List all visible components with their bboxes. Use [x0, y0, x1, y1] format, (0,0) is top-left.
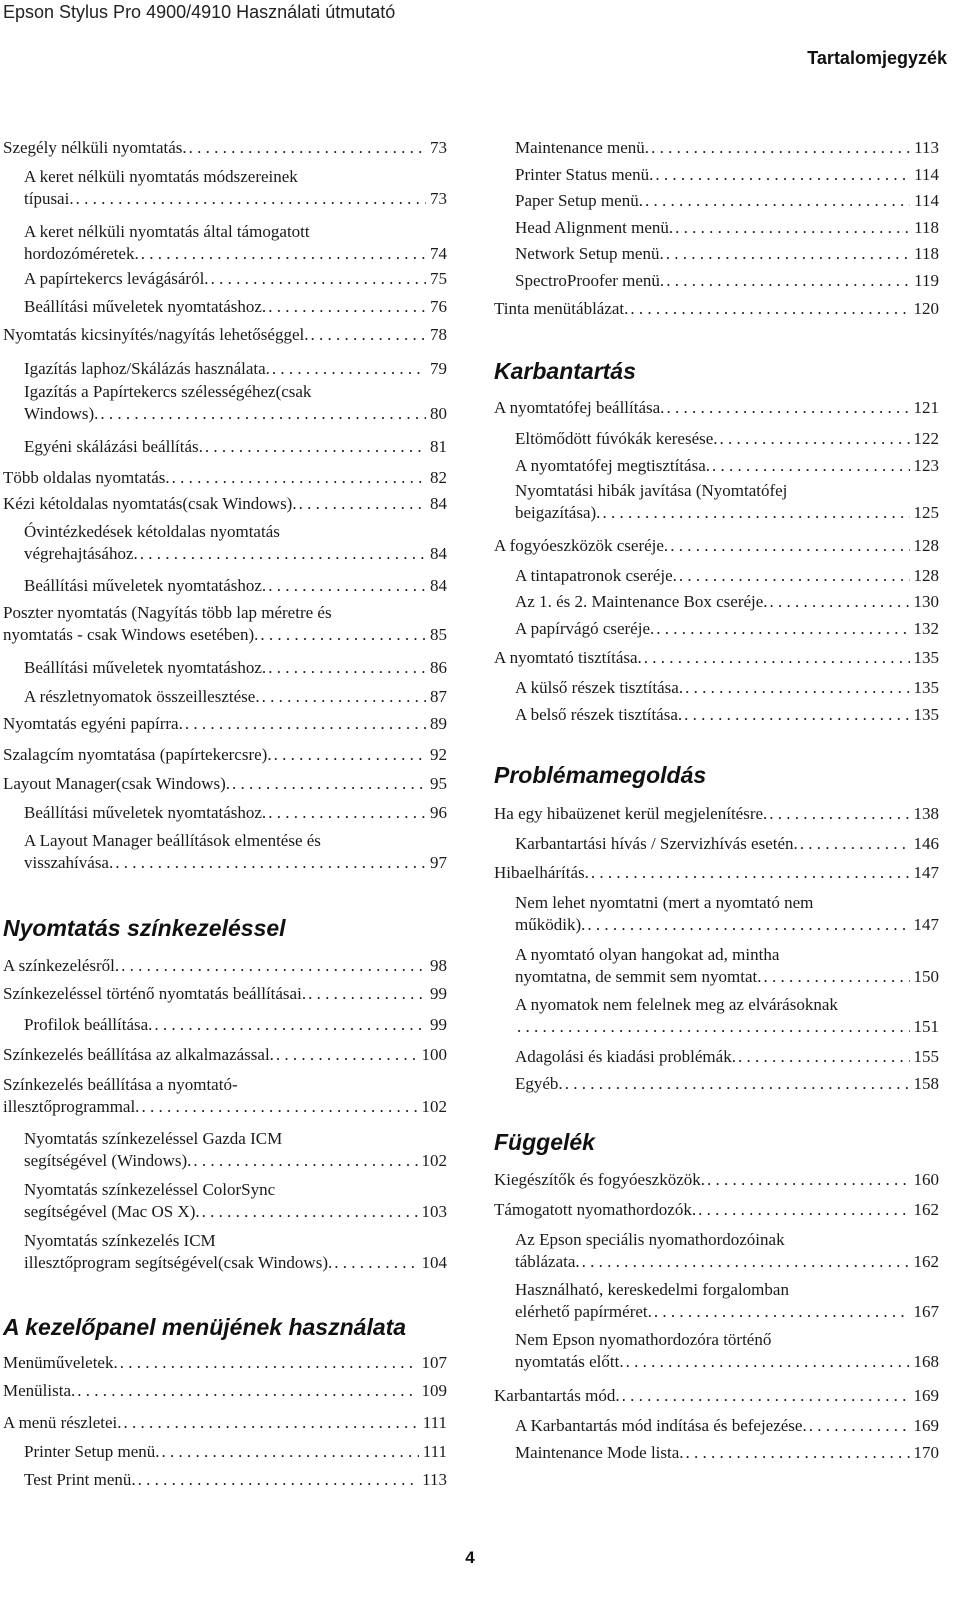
toc-entry[interactable]: [3, 1044, 447, 1066]
toc-entry-title-line: Színkezelés beállítása a nyomtató-: [3, 1075, 238, 1094]
toc-subentry[interactable]: [515, 1415, 939, 1437]
dot-leader: [620, 1385, 910, 1407]
toc-subentry[interactable]: [515, 428, 939, 450]
toc-entry[interactable]: [494, 535, 939, 557]
dot-leader: [203, 436, 426, 458]
toc-subentry[interactable]: [515, 480, 939, 524]
toc-page-number: 87: [430, 687, 447, 706]
toc-entry-title-line: Layout Manager(csak Windows).: [3, 774, 231, 793]
toc-page-number: 84: [430, 494, 447, 513]
dot-leader: [266, 802, 426, 824]
toc-page-number: 114: [914, 165, 939, 184]
toc-page-number: 84: [430, 576, 447, 595]
toc-entry-title-line: A keret nélküli nyomtatás módszereinek: [24, 167, 298, 186]
dot-leader: [798, 833, 910, 855]
toc-entry-title-line: Több oldalas nyomtatás.: [3, 468, 170, 487]
toc-entry-title-line: Poszter nyomtatás (Nagyítás több lap méretre és: [3, 603, 332, 622]
toc-entry-title-line: Kézi kétoldalas nyomtatás(csak Windows).: [3, 494, 297, 513]
toc-page-number: 86: [430, 658, 447, 677]
toc-entry[interactable]: [3, 493, 447, 515]
toc-entry[interactable]: [3, 1074, 447, 1118]
toc-entry-title-line: Beállítási műveletek nyomtatáshoz.: [24, 576, 267, 595]
toc-entry-title-line: Igazítás a Papírtekercs szélességéhez(csak: [24, 382, 312, 401]
toc-entry-title-line: Igazítás laphoz/Skálázás használata.: [24, 359, 270, 378]
toc-section-heading: Problémamegoldás: [494, 762, 707, 788]
toc-entry-title-line: SpectroProofer menü.: [515, 271, 665, 290]
toc-subentry[interactable]: [515, 455, 939, 477]
toc-subentry[interactable]: [515, 833, 939, 855]
dot-leader: [308, 324, 426, 346]
toc-subentry[interactable]: [24, 521, 447, 565]
dot-leader: [139, 243, 426, 265]
toc-page-number: 155: [913, 1047, 939, 1066]
toc-page-number: 120: [913, 299, 939, 318]
dot-leader: [274, 1044, 418, 1066]
toc-subentry[interactable]: [24, 436, 447, 458]
toc-subentry[interactable]: [24, 575, 447, 597]
toc-page-number: 121: [913, 398, 939, 417]
dot-leader: [183, 713, 426, 735]
toc-subentry[interactable]: [515, 565, 939, 587]
dot-leader: [138, 543, 426, 565]
dot-leader: [119, 955, 426, 977]
toc-page-number: 103: [421, 1202, 447, 1221]
dot-leader: [75, 1380, 417, 1402]
toc-entry-title-line: Maintenance Mode lista.: [515, 1443, 684, 1462]
toc-entry[interactable]: [3, 713, 447, 735]
toc-page-number: 76: [430, 297, 447, 316]
dot-leader: [677, 565, 910, 587]
toc-page-number: 111: [422, 1442, 447, 1461]
toc-subentry[interactable]: [515, 217, 939, 239]
toc-entry-title-line: A nyomtató olyan hangokat ad, mintha: [515, 945, 780, 964]
toc-subentry[interactable]: [24, 830, 447, 874]
toc-entry-title-line: A keret nélküli nyomtatás által támogatott: [24, 222, 310, 241]
toc-entry-title-line: táblázata.: [515, 1252, 580, 1271]
toc-page-number: 79: [430, 359, 447, 378]
toc-subentry[interactable]: [515, 137, 939, 159]
toc-page-number: 135: [913, 648, 939, 667]
toc-entry-title-line: Nyomtatás színkezeléssel Gazda ICM: [24, 1129, 283, 1148]
toc-entry[interactable]: [494, 862, 939, 884]
toc-page-number: 119: [914, 271, 939, 290]
toc-entry-title-line: Eltömődött fúvókák keresése.: [515, 429, 718, 448]
toc-entry-title-line: Maintenance menü.: [515, 138, 650, 157]
dot-leader: [136, 1469, 418, 1491]
toc-entry-title-line: Használható, kereskedelmi forgalomban: [515, 1280, 789, 1299]
toc-page-number: 85: [430, 625, 447, 644]
toc-entry[interactable]: [494, 1385, 939, 1407]
dot-leader: [74, 188, 426, 210]
toc-page-number: 84: [430, 544, 447, 563]
toc-page-number: 95: [430, 774, 447, 793]
dot-leader: [664, 243, 910, 265]
toc-section-heading: A kezelőpanel menüjének használata: [3, 1314, 407, 1340]
toc-entry[interactable]: [3, 324, 447, 346]
toc-entry-title-line: Test Print menü.: [24, 1470, 136, 1489]
toc-page-number: 113: [914, 138, 939, 157]
toc-entry-title-line: Nyomtatás színkezeléssel ColorSync: [24, 1180, 276, 1199]
toc-subentry[interactable]: [24, 358, 447, 380]
toc-page-number: 97: [430, 853, 447, 872]
toc-subentry[interactable]: [24, 296, 447, 318]
toc-entry-title-line: Nyomtatás egyéni papírra.: [3, 714, 183, 733]
dot-leader: [139, 1096, 417, 1118]
toc-subentry[interactable]: [515, 1073, 939, 1095]
toc-subentry[interactable]: [24, 1179, 447, 1223]
toc-page-number: 168: [913, 1352, 939, 1371]
toc-subentry[interactable]: [515, 164, 939, 186]
toc-subentry[interactable]: [515, 677, 939, 699]
toc-entry-title-line: A Karbantartás mód indítása és befejezése.: [515, 1416, 807, 1435]
toc-entry-title-line: Nyomtatás kicsinyítés/nagyítás lehetőséggel.: [3, 325, 309, 344]
dot-leader: [624, 1351, 910, 1373]
toc-page-number: 89: [430, 714, 447, 733]
toc-page-number: 147: [913, 863, 939, 882]
toc-entry[interactable]: [3, 983, 447, 1005]
toc-page-number: 169: [913, 1416, 939, 1435]
toc-entry[interactable]: [494, 647, 939, 669]
toc-entry-title-line: hordozóméretek.: [24, 244, 139, 263]
toc-entry-title-line: A tintapatronok cseréje.: [515, 566, 677, 585]
dot-leader: [332, 1252, 417, 1274]
toc-entry[interactable]: [494, 298, 939, 320]
toc-entry-title-line: Színkezelés beállítása az alkalmazással.: [3, 1045, 274, 1064]
dot-leader: [768, 591, 910, 613]
toc-entry-title-line: Karbantartási hívás / Szervizhívás esetén.: [515, 834, 798, 853]
toc-entry-title-line: Tinta menütáblázat.: [494, 299, 629, 318]
toc-entry[interactable]: [3, 1380, 447, 1402]
toc-entry-title-line: Az Epson speciális nyomathordozóinak: [515, 1230, 785, 1249]
toc-entry-title-line: A papírvágó cseréje.: [515, 619, 655, 638]
dot-leader: [718, 428, 910, 450]
toc-entry-title-line: A papírtekercs levágásáról.: [24, 269, 209, 288]
dot-leader: [272, 744, 426, 766]
toc-page-number: 125: [913, 503, 939, 522]
toc-entry-title-line: Egyéb.: [515, 1074, 563, 1093]
toc-entry-title-line: Menülista.: [3, 1381, 76, 1400]
dot-leader: [152, 1014, 426, 1036]
toc-entry-title-line: visszahívása.: [24, 853, 114, 872]
toc-page-number: 111: [422, 1413, 447, 1432]
toc-page-number: 170: [913, 1443, 939, 1462]
dot-leader: [270, 358, 426, 380]
toc-entry-title-line: Beállítási műveletek nyomtatáshoz.: [24, 803, 267, 822]
toc-entry[interactable]: [3, 467, 447, 489]
dot-leader: [563, 1073, 910, 1095]
dot-leader: [113, 852, 426, 874]
toc-entry-title-line: Nyomtatás színkezelés ICM: [24, 1231, 216, 1250]
toc-entry-title-line: Printer Setup menü.: [24, 1442, 160, 1461]
toc-entry-title-line: segítségével (Windows).: [24, 1151, 192, 1170]
toc-page-number: 130: [913, 592, 939, 611]
toc-entry-title-line: Egyéni skálázási beállítás.: [24, 437, 203, 456]
toc-page-number: 78: [430, 325, 447, 344]
toc-page-number: 135: [913, 678, 939, 697]
dot-leader: [761, 966, 909, 988]
dot-leader: [642, 647, 910, 669]
toc-entry[interactable]: [3, 1412, 447, 1434]
toc-entry-title-line: típusai.: [24, 189, 74, 208]
toc-subentry[interactable]: [515, 1229, 939, 1273]
toc-page-number: 74: [430, 244, 447, 263]
dot-leader: [266, 575, 426, 597]
toc-section-heading: Karbantartás: [494, 358, 636, 384]
toc-subentry[interactable]: [515, 243, 939, 265]
dot-leader: [600, 502, 909, 524]
toc-page-number: 150: [913, 967, 939, 986]
dot-leader: [673, 217, 910, 239]
page-number: 4: [465, 1548, 475, 1567]
toc-entry-title-line: Head Alignment menü.: [515, 218, 674, 237]
toc-section-heading: Nyomtatás színkezeléssel: [3, 915, 286, 941]
dot-leader: [266, 296, 426, 318]
toc-entry-title-line: A színkezelésről.: [3, 956, 120, 975]
dot-leader: [736, 1046, 910, 1068]
dot-leader: [653, 164, 910, 186]
toc-entry-title-line: Karbantartás mód.: [494, 1386, 620, 1405]
dot-leader: [710, 455, 910, 477]
toc-entry-title-line: beigazítása).: [515, 503, 601, 522]
toc-entry-title-line: végrehajtásához.: [24, 544, 138, 563]
dot-leader: [118, 1352, 418, 1374]
dot-leader: [767, 803, 909, 825]
toc-entry-title-line: A részletnyomatok összeillesztése.: [24, 687, 260, 706]
toc-subentry[interactable]: [515, 190, 939, 212]
toc-page-number: 122: [913, 429, 939, 448]
toc-page-number: 167: [913, 1302, 939, 1321]
dot-leader: [122, 1412, 419, 1434]
toc-subentry[interactable]: [24, 166, 447, 210]
toc-page-number: 107: [421, 1353, 447, 1372]
toc-subentry[interactable]: [515, 994, 939, 1038]
toc-section-heading: Függelék: [494, 1129, 595, 1155]
toc-entry-title-line: működik).: [515, 915, 586, 934]
toc-entry-title-line: nyomtatna, de semmit sem nyomtat.: [515, 967, 762, 986]
toc-entry-title-line: Támogatott nyomathordozók.: [494, 1200, 697, 1219]
toc-subentry[interactable]: [24, 1014, 447, 1036]
toc-entry-title-line: Paper Setup menü.: [515, 191, 643, 210]
toc-page-number: 102: [421, 1151, 447, 1170]
toc-subentry[interactable]: [515, 704, 939, 726]
toc-page-number: 169: [913, 1386, 939, 1405]
dot-leader: [807, 1415, 910, 1437]
toc-subentry[interactable]: [515, 1329, 939, 1373]
toc-entry[interactable]: [3, 773, 447, 795]
toc-page-number: 160: [913, 1170, 939, 1189]
dot-leader: [664, 397, 909, 419]
toc-subentry[interactable]: [515, 892, 939, 936]
toc-page-number: 109: [421, 1381, 447, 1400]
toc-subentry[interactable]: [24, 686, 447, 708]
page-header: [0, 0, 960, 110]
toc-subentry[interactable]: [515, 618, 939, 640]
toc-page-number: 100: [421, 1045, 447, 1064]
toc-page-number: 98: [430, 956, 447, 975]
dot-leader: [654, 618, 909, 640]
dot-leader: [170, 467, 426, 489]
toc-page-number: 162: [913, 1252, 939, 1271]
dot-leader: [589, 862, 910, 884]
dot-leader: [98, 403, 426, 425]
toc-entry[interactable]: [494, 803, 939, 825]
toc-page-number: 80: [430, 404, 447, 423]
toc-entry-title-line: Színkezeléssel történő nyomtatás beállításai.: [3, 984, 307, 1003]
toc-page-number: 99: [430, 984, 447, 1003]
dot-leader: [160, 1441, 419, 1463]
toc-entry-title-line: Beállítási műveletek nyomtatáshoz.: [24, 297, 267, 316]
toc-entry-title-line: Profilok beállítása.: [24, 1015, 153, 1034]
dot-leader: [649, 137, 910, 159]
section-title: Tartalomjegyzék: [807, 48, 947, 68]
toc-entry-title-line: Ha egy hibaüzenet kerül megjelenítésre.: [494, 804, 768, 823]
toc-page-number: 158: [913, 1074, 939, 1093]
toc-entry-title-line: Windows).: [24, 404, 99, 423]
toc-entry-title-line: segítségével (Mac OS X).: [24, 1202, 200, 1221]
toc-entry-title-line: Adagolási és kiadási problémák.: [515, 1047, 736, 1066]
toc-page-number: 99: [430, 1015, 447, 1034]
toc-subentry[interactable]: [515, 1046, 939, 1068]
toc-entry-title-line: illesztőprogrammal.: [3, 1097, 140, 1116]
toc-entry-title-line: Az 1. és 2. Maintenance Box cseréje.: [515, 592, 768, 611]
dot-leader: [684, 1442, 910, 1464]
toc-entry[interactable]: [3, 602, 447, 646]
toc-page-number: 92: [430, 745, 447, 764]
toc-subentry[interactable]: [24, 1230, 447, 1274]
toc-page-number: 73: [430, 189, 447, 208]
toc-entry-title-line: elérhető papírméret.: [515, 1302, 652, 1321]
toc-page-number: 128: [913, 536, 939, 555]
dot-leader: [515, 1016, 910, 1038]
dot-leader: [230, 773, 426, 795]
toc-subentry[interactable]: [24, 221, 447, 265]
toc-entry-title-line: Beállítási műveletek nyomtatáshoz.: [24, 658, 267, 677]
dot-leader: [652, 1301, 910, 1323]
toc-page-number: 96: [430, 803, 447, 822]
toc-page-number: 81: [430, 437, 447, 456]
toc-entry[interactable]: [3, 744, 447, 766]
toc-entry-title-line: Menüműveletek.: [3, 1353, 118, 1372]
dot-leader: [266, 657, 426, 679]
toc-page-number: 102: [421, 1097, 447, 1116]
toc-subentry[interactable]: [515, 944, 939, 988]
toc-entry-title-line: A fogyóeszközök cseréje.: [494, 536, 669, 555]
toc-entry[interactable]: [494, 1169, 939, 1191]
toc-page-number: 132: [913, 619, 939, 638]
toc-entry-title-line: A nyomtatófej beállítása.: [494, 398, 665, 417]
toc-page-number: 82: [430, 468, 447, 487]
toc-page-number: 75: [430, 269, 447, 288]
toc-subentry[interactable]: [24, 268, 447, 290]
dot-leader: [209, 268, 426, 290]
toc-entry-title-line: Hibaelhárítás.: [494, 863, 589, 882]
dot-leader: [696, 1199, 909, 1221]
toc-entry-title-line: Printer Status menü.: [515, 165, 654, 184]
dot-leader: [668, 535, 909, 557]
dot-leader: [705, 1169, 909, 1191]
toc-entry-title-line: A nyomatok nem felelnek meg az elvárásoknak: [515, 995, 838, 1014]
toc-subentry[interactable]: [24, 657, 447, 679]
toc-entry-title-line: Szalagcím nyomtatása (papírtekercsre).: [3, 745, 272, 764]
dot-leader: [585, 914, 909, 936]
toc-entry-title-line: illesztőprogram segítségével(csak Windows).: [24, 1253, 333, 1272]
toc-page-number: 135: [913, 705, 939, 724]
toc-subentry[interactable]: [515, 1442, 939, 1464]
dot-leader: [297, 493, 426, 515]
toc-subentry[interactable]: [515, 270, 939, 292]
toc-page-number: 113: [422, 1470, 447, 1489]
toc-entry-title-line: A belső részek tisztítása.: [515, 705, 683, 724]
toc-page-number: 147: [913, 915, 939, 934]
toc-entry-title-line: Network Setup menü.: [515, 244, 664, 263]
toc-entry-title-line: A Layout Manager beállítások elmentése és: [24, 831, 321, 850]
toc-page-number: 151: [913, 1017, 939, 1036]
dot-leader: [191, 1150, 417, 1172]
toc-page-number: 162: [913, 1200, 939, 1219]
dot-leader: [187, 137, 426, 159]
toc-entry-title-line: A nyomtató tisztítása.: [494, 648, 642, 667]
toc-entry[interactable]: [3, 1352, 447, 1374]
toc-page-number: 114: [914, 191, 939, 210]
toc-entry-title-line: A külső részek tisztítása.: [515, 678, 684, 697]
dot-leader: [643, 190, 910, 212]
toc-page-number: 138: [913, 804, 939, 823]
toc-subentry[interactable]: [24, 1128, 447, 1172]
toc-page-number: 104: [421, 1253, 447, 1272]
dot-leader: [260, 686, 426, 708]
toc-entry[interactable]: [3, 137, 447, 159]
toc-entry-title-line: Nem Epson nyomathordozóra történő: [515, 1330, 772, 1349]
dot-leader: [683, 677, 909, 699]
toc-subentry[interactable]: [24, 1441, 447, 1463]
toc-subentry[interactable]: [515, 591, 939, 613]
dot-leader: [664, 270, 910, 292]
toc-subentry[interactable]: [24, 802, 447, 824]
toc-entry-title-line: Nyomtatási hibák javítása (Nyomtatófej: [515, 481, 788, 500]
toc-page-number: 118: [914, 244, 939, 263]
toc-entry-title-line: nyomtatás előtt.: [515, 1352, 624, 1371]
dot-leader: [200, 1201, 418, 1223]
toc-page-number: 123: [913, 456, 939, 475]
dot-leader: [580, 1251, 910, 1273]
toc-entry-title-line: Szegély nélküli nyomtatás.: [3, 138, 187, 157]
toc-entry-title-line: Nem lehet nyomtatni (mert a nyomtató nem: [515, 893, 814, 912]
toc-subentry[interactable]: [515, 1279, 939, 1323]
toc-subentry[interactable]: [24, 1469, 447, 1491]
toc-entry-title-line: nyomtatás - csak Windows esetében).: [3, 625, 259, 644]
dot-leader: [682, 704, 909, 726]
toc-entry[interactable]: [494, 397, 939, 419]
toc-entry-title-line: Óvintézkedések kétoldalas nyomtatás: [24, 522, 280, 541]
dot-leader: [258, 624, 426, 646]
toc-entry[interactable]: [494, 1199, 939, 1221]
toc-entry-title-line: A nyomtatófej megtisztítása.: [515, 456, 710, 475]
toc-page-number: 73: [430, 138, 447, 157]
toc-page-number: 146: [913, 834, 939, 853]
toc-subentry[interactable]: [24, 381, 447, 425]
dot-leader: [628, 298, 909, 320]
toc-entry[interactable]: [3, 955, 447, 977]
toc-page-number: 128: [913, 566, 939, 585]
toc-page-number: 118: [914, 218, 939, 237]
toc-entry-title-line: A menü részletei.: [3, 1413, 122, 1432]
toc-entry-title-line: Kiegészítők és fogyóeszközök.: [494, 1170, 706, 1189]
document-title: Epson Stylus Pro 4900/4910 Használati útmutató: [3, 2, 396, 22]
dot-leader: [306, 983, 426, 1005]
